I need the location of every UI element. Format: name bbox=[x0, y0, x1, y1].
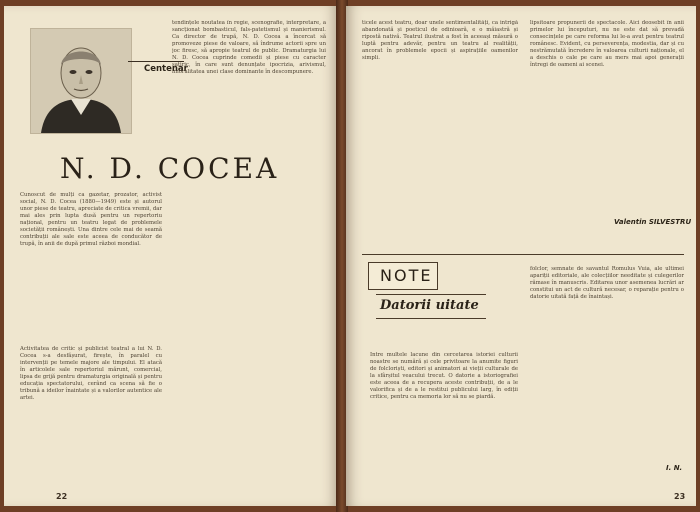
notes-title-rule bbox=[376, 294, 486, 295]
left-page-number: 22 bbox=[56, 492, 68, 501]
right-col2-top: lipsitoare propunerii de spectacole. Aici deosebit în anii primelor lui începuturi, nu ne este dat să prevadă consecințele pe care reforma lui le-a avut pentru teatrul românesc. Evident, cu perseverența, modestia, dar și cu nestrămutată încredere în valoarea culturii naționale, el a deschis o cale pe care au mers mai apoi generații întregi de oameni ai scenei. bbox=[530, 20, 684, 69]
left-col2: tendințele noutatea în regie, scenografie, interpretare, a sancționat bombasticul, fals-patetismul și manierismul. Ca director de trupă, N. D. Cocea a încercat să promoveze piese de valoare, să îndrume actorii spre un joc firesc, să apropie teatrul de public. Dramaturgia lui N. D. Cocea cuprinde comedii și piese cu caracter satiric, în care sunt denunțate ipocrizia, arivismul, imoralitatea unei clase dominante în descompunere. bbox=[172, 20, 326, 76]
left-page bbox=[4, 6, 338, 506]
notes-col1: Între multele lacune din cercetarea istoriei culturii noastre se numără și cele privitoare la anumite figuri de folcloriști, editori și animatori ai vieții culturale de la sfârșitul veacului trecut. O datorie a istoriografiei este aceea de a recupera aceste contribuții, de a le valorifica și de a le restitui publicului larg, în ediții critice, pentru ca memoria lor să nu se piardă. bbox=[370, 352, 518, 401]
left-col1-bottom: Activitatea de critic și publicist teatral a lui N. D. Cocea s-a desfășurat, firește, în paralel cu intervenții pe temele majore ale timpului. El atacă în articolele sale repertoriul mărunt, comercial, lipsa de grijă pentru dramaturgia originală și pentru educația spectatorului, cerând ca scena să fie o tribună a ideilor înaintate și a valorilor autentice ale artei. bbox=[20, 346, 162, 402]
left-col1-top: Cunoscut de mulți ca gazetar, prozator, activist social, N. D. Cocea (1880—1949) este și autorul unor piese de teatru, apreciate de critica vremii, dar mai ales prin lupta dusă pentru un repertoriu național, pentru un teatru legat de problemele societății românești. Una dintre cele mai de seamă contribuții ale sale este aceea de conducător de trupă, în anii de după primul război mondial. bbox=[20, 192, 162, 248]
author-portrait bbox=[30, 28, 132, 134]
right-page bbox=[346, 6, 696, 506]
section-divider bbox=[362, 254, 684, 255]
right-page-number: 23 bbox=[674, 492, 686, 501]
notes-title-underline bbox=[376, 318, 486, 319]
notes-col2: folclor, semnate de savantul Romulus Vuia, ale ultimei apariții editoriale, ale colecțiilor needitate și culegerilor rămase în manuscris. Editarea unor asemenea lucrări ar constitui un act de cultură necesar, o reparație pentru o datorie uitată față de înaintași. bbox=[530, 266, 684, 301]
initials: I. N. bbox=[666, 464, 683, 472]
article-title: N. D. COCEA bbox=[60, 152, 280, 185]
notes-heading: NOTE bbox=[380, 266, 433, 285]
right-col1-top: ticele acest teatru, doar unele sentimentalități, ca intrigă abandonată și poeticul de odinioară, e o măiastră și ripostă nativă. Teatrul ilustrat a fost în aceeași măsură o luptă pentru adevăr, pentru un teatru al realității, ancorat în problemele epocii și aspirațiile oamenilor simpli. bbox=[362, 20, 518, 62]
section-tag: Centenar bbox=[144, 64, 188, 74]
notes-title: Datorii uitate bbox=[380, 298, 479, 313]
signature: Valentin SILVESTRU bbox=[614, 218, 692, 226]
